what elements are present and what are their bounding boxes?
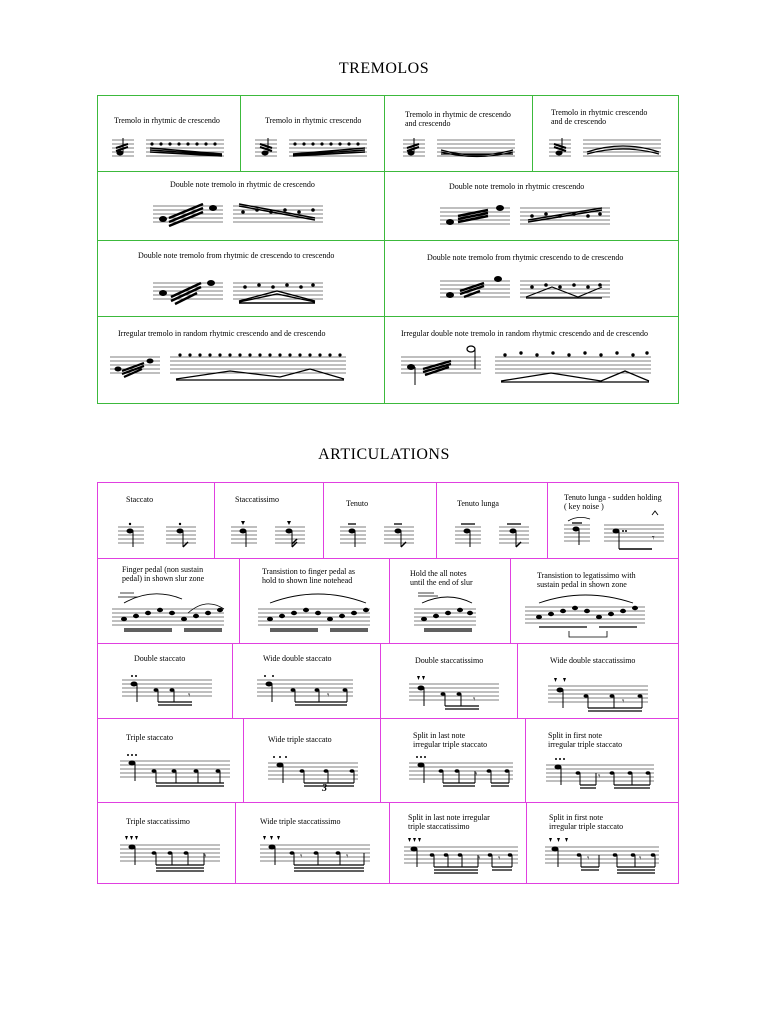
articulation-notation [118,521,218,551]
svg-text:𝄾: 𝄾 [652,533,655,544]
articulation-cell [97,718,244,803]
articulation-label: Staccatissimo [235,495,279,504]
articulation-cell [97,558,240,644]
articulation-notation [257,672,367,708]
articulation-cell [232,643,381,719]
svg-text:𝄾: 𝄾 [346,852,349,862]
articulation-notation [122,672,232,708]
articulation-label: Staccato [126,495,154,504]
tremolo-label: Irregular tremolo in random rhytmic crescendo and de crescendo [118,329,326,338]
tremolo-notation [255,134,385,164]
articulation-notation [231,521,331,551]
articulation-notation [258,589,388,635]
articulation-cell [97,482,215,559]
svg-text:𝄾: 𝄾 [475,770,478,780]
articulation-notation [545,835,675,879]
articulation-cell [510,558,679,644]
tremolo-label: Double note tremolo in rhytmic de crescendo [170,180,315,189]
articulation-cell [235,802,390,884]
tremolos-heading: TREMOLOS [338,60,430,77]
articulation-notation [120,749,240,789]
tremolo-label: Double note tremolo from rhytmic crescendo to de crescendo [427,253,624,262]
articulation-cell [525,718,679,803]
tremolo-notation [401,341,681,391]
articulation-label: Tenuto lunga - sudden holding ( key noise ) [564,493,662,511]
articulation-notation [340,521,440,551]
articulation-cell [380,718,526,803]
svg-text:𝄾: 𝄾 [622,697,625,707]
articulation-label: Transistion to legatissimo with sustain pedal in shown zone [537,571,636,589]
articulation-label: Wide double staccato [263,654,332,663]
svg-text:𝄾: 𝄾 [300,852,303,862]
tremolo-cell [384,240,679,317]
articulation-cell [243,718,381,803]
tremolo-cell [532,95,679,172]
articulation-label: Double staccatissimo [415,656,484,665]
svg-text:𝄾: 𝄾 [204,852,207,862]
svg-text:𝄾: 𝄾 [473,695,476,705]
articulation-label: Wide double staccatissimo [550,656,636,665]
articulation-notation [525,591,665,643]
tremolo-cell [97,316,385,404]
articulation-cell [380,643,518,719]
tremolo-label: Tremolo in rhytmic de crescendo [114,116,220,125]
tremolo-label: Tremolo in rhytmic crescendo [265,116,362,125]
svg-text:𝄾: 𝄾 [598,772,601,782]
articulation-notation [404,835,534,879]
articulation-label: Split in first note irregular triple staccato [548,731,623,749]
articulation-label: Hold the all notes until the end of slur [410,569,473,587]
tremolo-notation [549,134,679,164]
articulation-cell [97,802,236,884]
articulation-cell [389,802,527,884]
tremolo-notation [440,196,640,236]
svg-text:𝄾: 𝄾 [327,691,330,701]
tremolo-notation [110,345,380,385]
articulation-cell [97,643,233,719]
tremolo-cell [240,95,385,172]
tremolo-notation [403,134,533,164]
articulation-notation [112,589,242,635]
tremolo-label: Tremolo in rhytmic de crescendo and crescendo [405,110,511,128]
articulation-label: Triple staccato [126,733,174,742]
svg-text:𝄾: 𝄾 [478,854,481,864]
tremolo-cell [97,95,241,172]
tremolo-cell [97,240,385,317]
articulation-label: Double staccato [134,654,186,663]
articulation-cell [517,643,679,719]
articulation-label: Wide triple staccatissimo [260,817,341,826]
tremolo-label: Double note tremolo in rhytmic crescendo [449,182,585,191]
articulation-notation [564,513,674,553]
articulation-cell [323,482,437,559]
articulation-label: Tenuto [346,499,369,508]
svg-text:𝄾: 𝄾 [639,854,642,864]
articulation-notation [409,672,519,712]
articulations-heading: ARTICULATIONS [318,446,450,463]
tremolo-label: Double note tremolo from rhytmic de crescendo to crescendo [138,251,335,260]
articulation-cell [436,482,548,559]
svg-text:𝄾: 𝄾 [188,691,191,701]
tremolo-notation [440,269,640,309]
articulation-label: Finger pedal (non sustain pedal) in shown slur zone [122,565,205,583]
articulation-label: Split in last note irregular triple staccato [413,731,488,749]
articulation-label: Split in last note irregular triple staccatissimo [408,813,490,831]
articulation-label: Transistion to finger pedal as hold to shown line notehead [262,567,356,585]
tremolo-label: Irregular double note tremolo in random rhytmic crescendo and de crescendo [401,329,649,338]
svg-text:𝄾: 𝄾 [498,854,501,864]
tremolo-notation [153,194,353,234]
articulation-label: Split in first note irregular triple staccato [549,813,624,831]
tremolo-cell [384,171,679,241]
tremolo-cell [384,316,679,404]
articulation-notation [409,753,539,793]
tuplet-number: 3 [322,783,327,794]
articulation-notation [455,521,555,551]
articulation-notation [548,674,678,714]
tremolo-cell [384,95,533,172]
articulation-notation [260,833,390,873]
articulation-notation [546,755,676,795]
articulation-cell [389,558,511,644]
tremolo-cell [97,171,385,241]
articulation-cell [526,802,679,884]
articulation-label: Triple staccatissimo [126,817,190,826]
articulation-label: Wide triple staccato [268,735,332,744]
articulation-cell [239,558,390,644]
articulation-notation [414,589,514,635]
tremolo-notation [153,271,353,311]
articulation-notation [120,833,240,873]
articulation-cell [214,482,324,559]
articulation-notation [268,751,388,791]
svg-text:𝄾: 𝄾 [587,854,590,864]
articulation-label: Tenuto lunga [457,499,499,508]
tremolo-label: Tremolo in rhytmic crescendo and de crescendo [551,108,648,126]
articulation-cell [547,482,679,559]
tremolo-notation [112,134,242,164]
